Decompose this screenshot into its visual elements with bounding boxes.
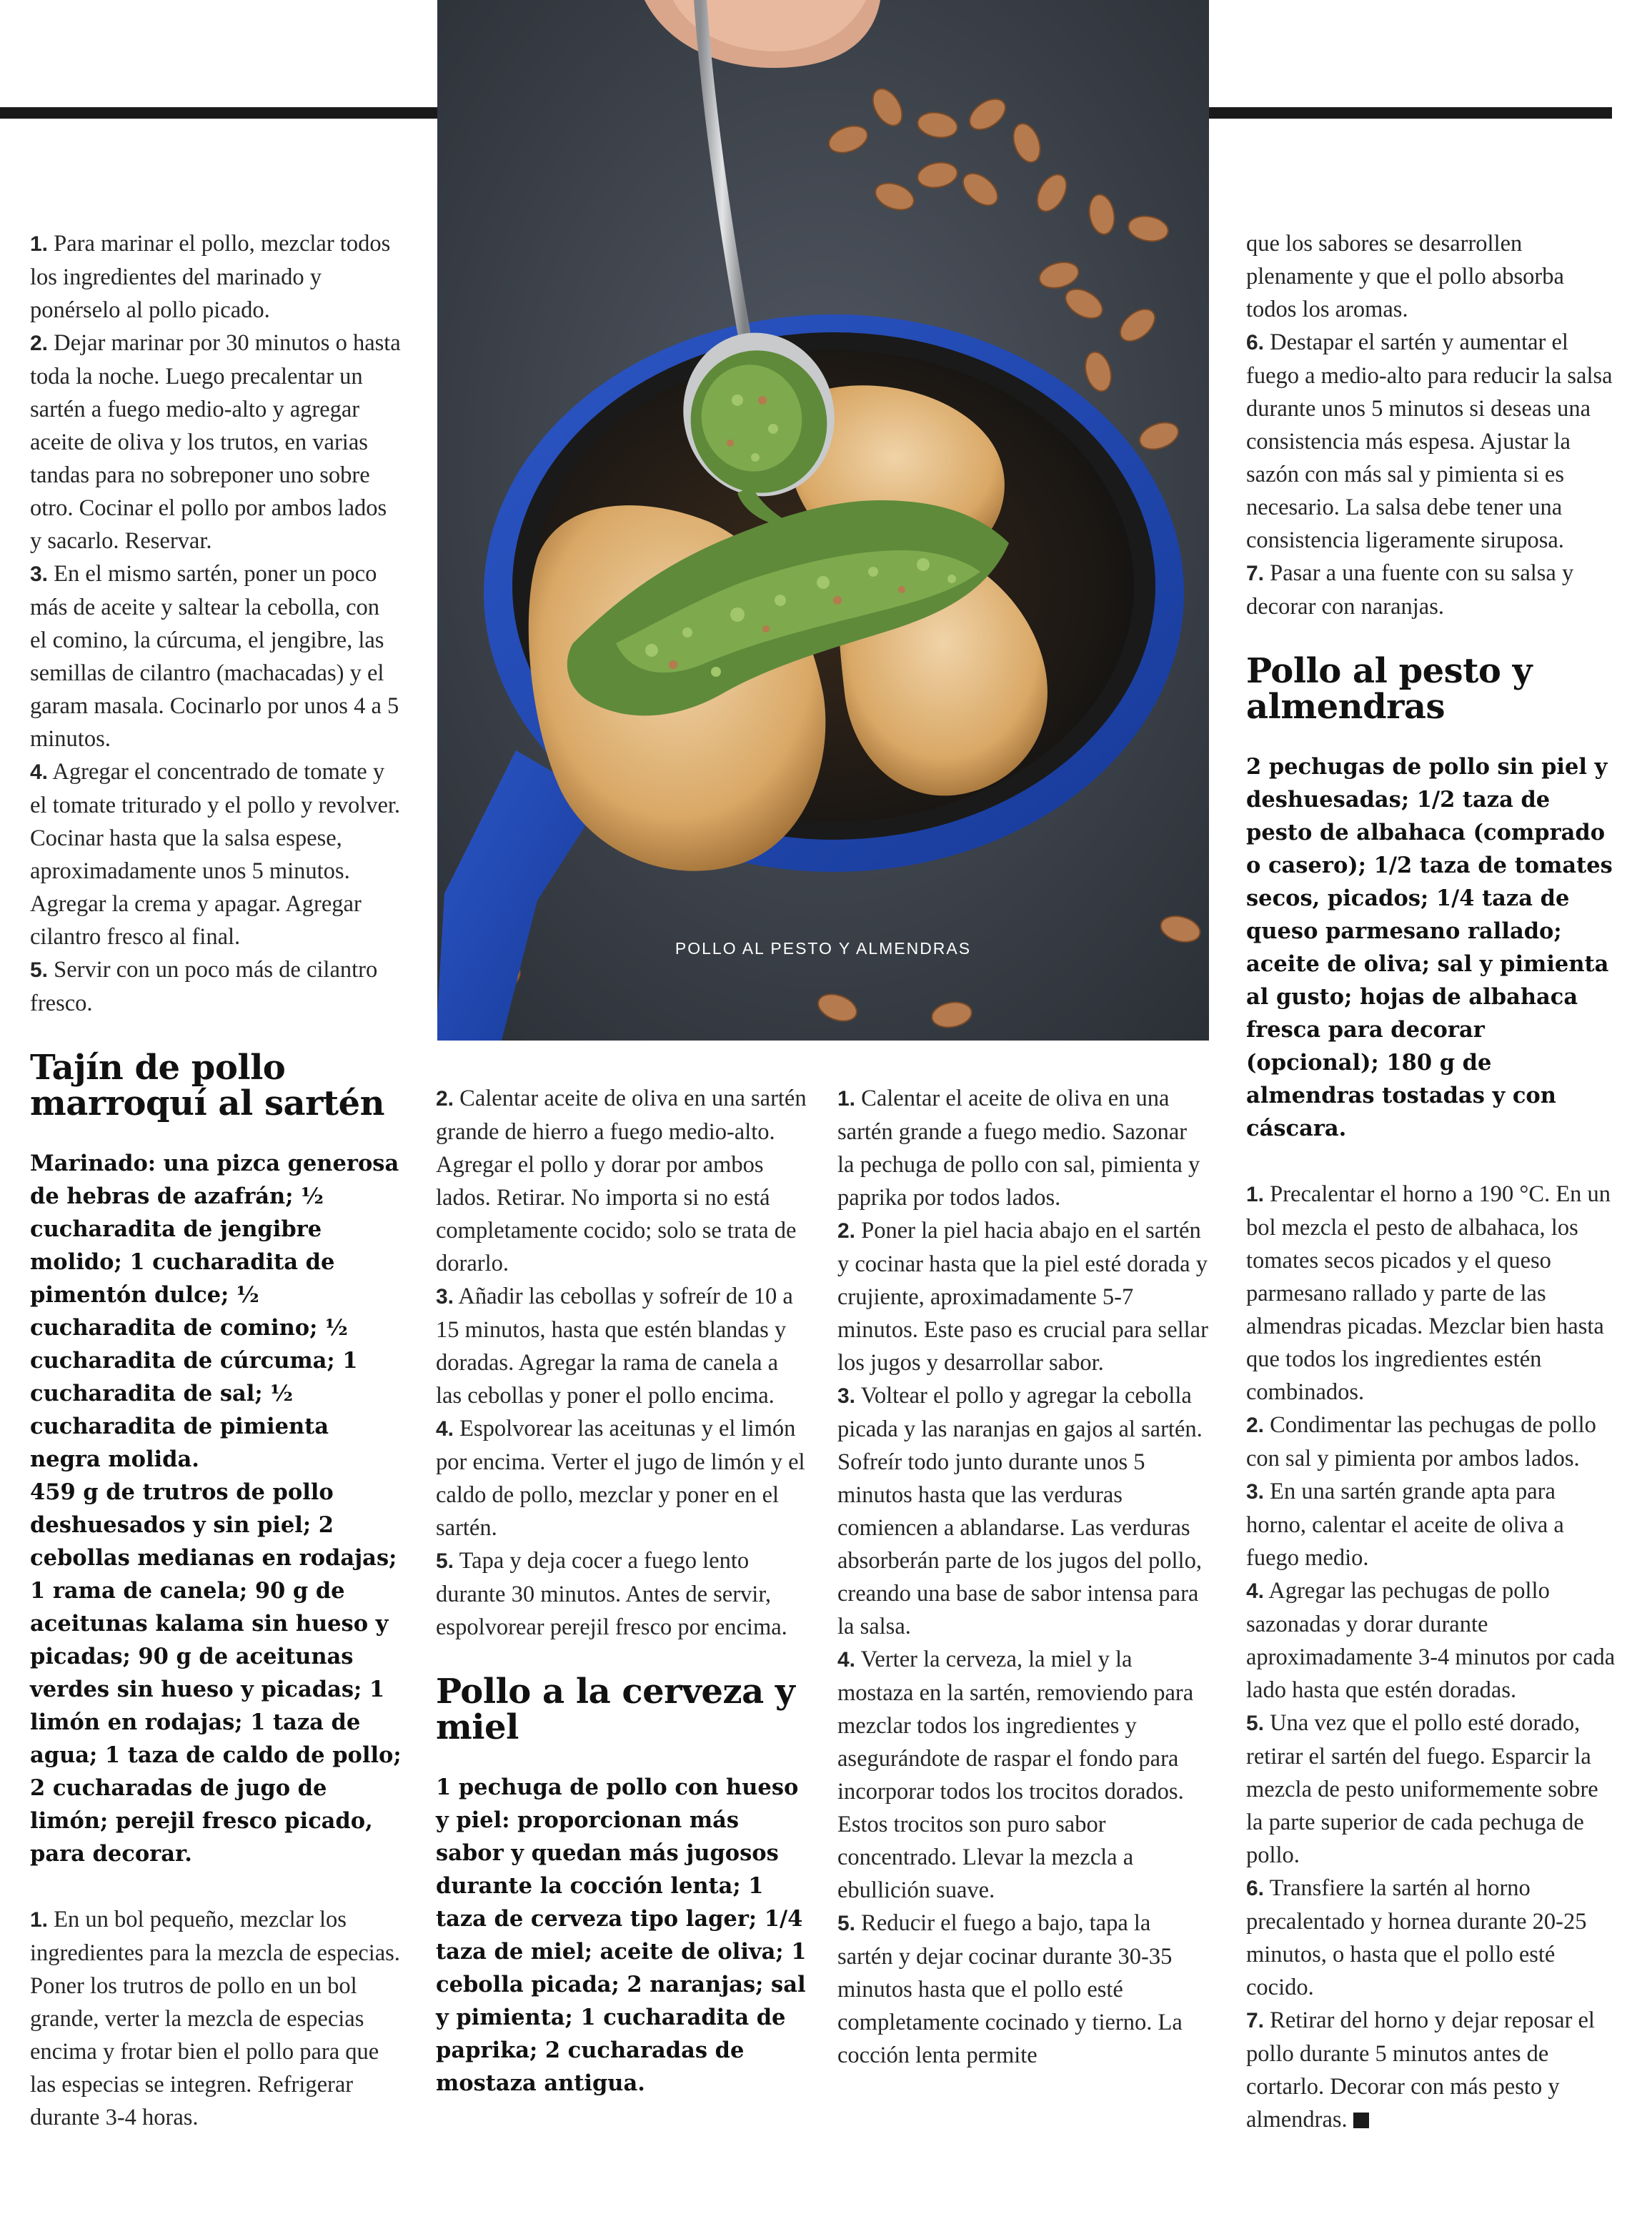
step: 2. Calentar aceite de oliva en una sartén grande de hierro a fuego medio-alto. Agregar el pollo y dorar por ambos lados. Retirar. No importa si no está completamente cocido; solo se trata de dorarlo. [436, 1086, 807, 1276]
step: 1. En un bol pequeño, mezclar los ingredientes para la mezcla de especias. Poner los trutros de pollo en un bol grande, verter la mezcla de especias encima y frotar bien el pollo para que las especias se integren. Refrigerar durante 3-4 horas. [30, 1907, 400, 2130]
step: 4. Agregar las pechugas de pollo sazonadas y dorar durante aproximadamente 3-4 minutos por cada lado hasta que estén doradas. [1246, 1578, 1616, 1703]
column-4 [1246, 227, 1618, 2136]
recipe-title: Pollo a la cerveza y miel [436, 1672, 795, 1747]
column-2 [436, 1082, 807, 2100]
step: 2. Dejar marinar por 30 minutos o hasta toda la noche. Luego precalentar un sartén a fuego medio-alto y agregar aceite de oliva y los trutos, en varias tandas para no sobreponer uno sobre otro. Cocinar el pollo por ambos lados y sacarlo. Reservar. [30, 330, 401, 554]
recipe-title: Tajín de pollo marroquí al sartén [30, 1048, 384, 1123]
column-3 [837, 1082, 1209, 2072]
end-mark [1353, 2113, 1369, 2128]
step: 7. Pasar a una fuente con su salsa y decorar con naranjas. [1246, 560, 1574, 620]
step: 6. Transfiere la sartén al horno precalentado y hornea durante 20-25 minutos, o hasta que el pollo esté cocido. [1246, 1875, 1587, 2000]
column-1 [30, 227, 402, 2134]
top-rule-right [1209, 107, 1612, 119]
step: 6. Destapar el sartén y aumentar el fuego a medio-alto para reducir la salsa durante unos 5 minutos si deseas una consistencia más espesa. Ajustar la sazón con más sal y pimienta si es necesario. La salsa debe tener una consistencia ligeramente siruposa. [1246, 329, 1613, 553]
recipe-title: Pollo al pesto y almendras [1246, 651, 1532, 727]
step: 1. Precalentar el horno a 190 °C. En un bol mezcla el pesto de albahaca, los tomates secos picados y el queso parmesano rallado y parte de las almendras picadas. Mezclar bien hasta que todos los ingredientes estén combinados. [1246, 1181, 1611, 1405]
step-continuation: que los sabores se desarrollen plenamente y que el pollo absorba todos los aromas. [1246, 231, 1564, 322]
step: 5. Tapa y deja cocer a fuego lento durante 30 minutos. Antes de servir, espolvorear perejil fresco por encima. [436, 1548, 787, 1640]
step: 5. Una vez que el pollo esté dorado, retirar el sartén del fuego. Esparcir la mezcla de pesto uniformemente sobre la parte superior de cada pechuga de pollo. [1246, 1710, 1598, 1868]
step: 5. Servir con un poco más de cilantro fresco. [30, 957, 378, 1016]
step: 3. Voltear el pollo y agregar la cebolla picada y las naranjas en gajos al sartén. Sofreír todo junto durante unos 5 minutos hasta que las verduras comiencen a ablandarse. Las verduras absorberán parte de los jugos del pollo, creando una base de sabor intensa para la salsa. [837, 1383, 1203, 1639]
ingredients: 459 g de trutros de pollo deshuesados y sin piel; 2 cebollas medianas en rodajas; 1 rama de canela; 90 g de aceitunas kalama sin hueso y picadas; 90 g de aceitunas verdes sin hueso y picadas; 1 limón en rodajas; 1 taza de agua; 1 taza de caldo de pollo; 2 cucharadas de jugo de limón; perejil fresco picado, para decorar. [30, 1479, 402, 1867]
step: 3. En el mismo sartén, poner un poco más de aceite y saltear la cebolla, con el comino, la cúrcuma, el jengibre, las semillas de cilantro (machacadas) y el garam masala. Cocinarlo por unos 4 a 5 minutos. [30, 561, 399, 752]
step: 3. Añadir las cebollas y sofreír de 10 a 15 minutos, hasta que estén blandas y doradas. Agregar la rama de canela a las cebollas y poner el pollo encima. [436, 1284, 793, 1409]
ingredients: Marinado: una pizca generosa de hebras de azafrán; ½ cucharadita de jengibre molido; 1 cucharadita de pimentón dulce; ½ cucharadita de comino; ½ cucharadita de cúrcuma; 1 cucharadita de sal; ½ cucharadita de pimienta negra molida. [30, 1151, 399, 1472]
ingredients: 1 pechuga de pollo con hueso y piel: proporcionan más sabor y quedan más jugosos durante la cocción lenta; 1 taza de cerveza tipo lager; 1/4 taza de miel; aceite de oliva; 1 cebolla picada; 2 naranjas; sal y pimienta; 1 cucharadita de paprika; 2 cucharadas de mostaza antigua. [436, 1774, 807, 2096]
step: 4. Espolvorear las aceitunas y el limón por encima. Verter el jugo de limón y el caldo de pollo, mezclar y poner en el sartén. [436, 1416, 805, 1541]
pesto-chicken-illustration [437, 0, 1209, 1041]
step: 1. Para marinar el pollo, mezclar todos los ingredientes del marinado y ponérselo al pollo picado. [30, 231, 391, 323]
recipe-photo [437, 0, 1209, 1041]
step: 7. Retirar del horno y dejar reposar el pollo durante 5 minutos antes de cortarlo. Decorar con más pesto y almendras. [1246, 2007, 1595, 2133]
step: 4. Agregar el concentrado de tomate y el tomate triturado y el pollo y revolver. Cocinar hasta que la salsa espese, aproximadamente unos 5 minutos. Agregar la crema y apagar. Agregar cilantro fresco al final. [30, 759, 401, 950]
step: 5. Reducir el fuego a bajo, tapa la sartén y dejar cocinar durante 30-35 minutos hasta que el pollo esté completamente cocinado y tierno. La cocción lenta permite [837, 1910, 1183, 2068]
step: 3. En una sartén grande apta para horno, calentar el aceite de oliva a fuego medio. [1246, 1479, 1564, 1571]
ingredients: 2 pechugas de pollo sin piel y deshuesadas; 1/2 taza de pesto de albahaca (comprado o casero); 1/2 taza de tomates secos, picados; 1/4 taza de queso parmesano rallado; aceite de oliva; sal y pimienta al gusto; hojas de albahaca fresca para decorar (opcional); 180 g de almendras tostadas y con cáscara. [1246, 754, 1613, 1141]
step: 1. Calentar el aceite de oliva en una sartén grande a fuego medio. Sazonar la pechuga de pollo con sal, pimienta y paprika por todos lados. [837, 1086, 1200, 1211]
step: 2. Condimentar las pechugas de pollo con sal y pimienta por ambos lados. [1246, 1412, 1596, 1471]
top-rule-left [0, 107, 437, 119]
photo-caption: POLLO AL PESTO Y ALMENDRAS [675, 939, 972, 958]
step: 4. Verter la cerveza, la miel y la mostaza en la sartén, removiendo para mezclar todos los ingredientes y asegurándote de raspar el fondo para incorporar todos los trocitos dorados. Estos trocitos son puro sabor concentrado. Llevar la mezcla a ebullición suave. [837, 1647, 1194, 1903]
step: 2. Poner la piel hacia abajo en el sartén y cocinar hasta que la piel esté dorada y crujiente, aproximadamente 5-7 minutos. Este paso es crucial para sellar los jugos y desarrollar sabor. [837, 1218, 1208, 1376]
